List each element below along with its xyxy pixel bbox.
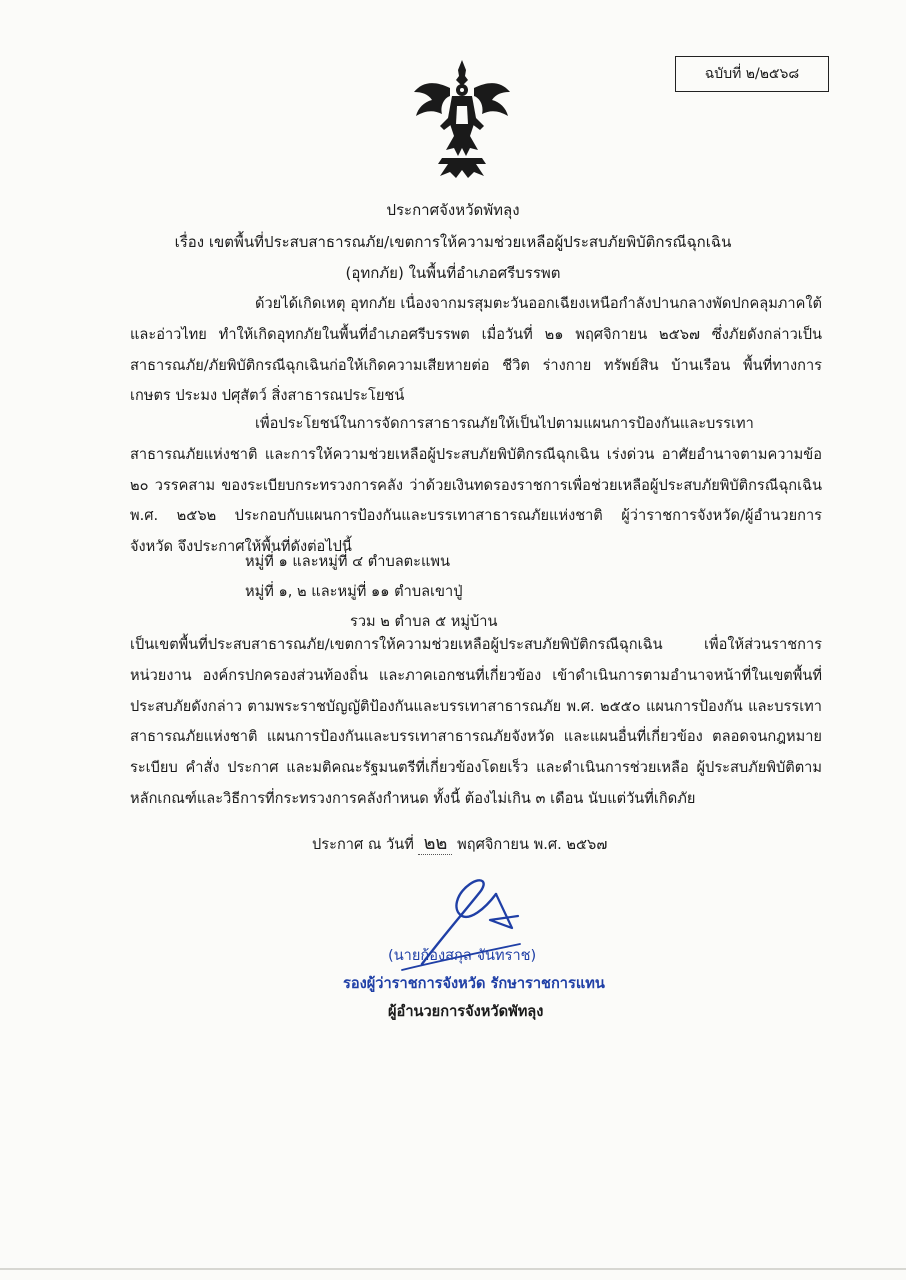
date-prefix: ประกาศ ณ วันที่ (312, 836, 414, 853)
announcement-date (312, 828, 607, 857)
date-suffix: พฤศจิกายน พ.ศ. ๒๕๖๗ (457, 836, 608, 853)
date-day-handwritten: ๒๒ (423, 833, 448, 854)
area-item: หมู่ที่ ๑, ๒ และหมู่ที่ ๑๑ ตำบลเขาปู่ (245, 583, 463, 600)
date-day (418, 828, 452, 857)
subject-line-1: เรื่อง เขตพื้นที่ประสบสาธารณภัย/เขตการให้ความช่วยเหลือผู้ประสบภัยพิบัติกรณีฉุกเฉิน (174, 233, 732, 251)
paragraph-authority-text: เพื่อประโยชน์ในการจัดการสาธารณภัยให้เป็นไปตามแผนการป้องกันและบรรเทาสาธารณภัยแห่งชาติ และการให้ความช่วยเหลือผู้ประสบภัยพิบัติกรณีฉุกเฉิน เร่งด่วน อาศัยอำนาจตามความข้อ ๒๐ วรรคสาม ของระเบียบกระทรวงการคลัง ว่าด้วยเงินทดรองราชการเพื่อช่วยเหลือผู้ประสบภัยพิบัติกรณีฉุกเฉิน พ.ศ. ๒๕๖๒ ประกอบกับแผนการป้องกันและบรรเทาสาธารณภัยแห่งชาติ ผู้ว่าราชการจังหวัด/ผู้อำนวยการจังหวัด จึงประกาศให้พื้นที่ดังต่อไปนี้ (130, 415, 822, 556)
paragraph-cause (130, 289, 822, 412)
garuda-emblem-icon (412, 58, 512, 180)
paragraph-declaration: เป็นเขตพื้นที่ประสบสาธารณภัย/เขตการให้ความช่วยเหลือผู้ประสบภัยพิบัติกรณีฉุกเฉิน เพื่อให้ส่วนราชการ หน่วยงาน องค์กรปกครองส่วนท้องถิ่น และภาคเอกชนที่เกี่ยวข้อง เข้าดำเนินการตามอำนาจหน้าที่ในเขตพื้นที่ ประสบภัยดังกล่าว ตามพระราชบัญญัติป้องกันและบรรเทาสาธารณภัย พ.ศ. ๒๕๕๐ แผนการป้องกัน และบรรเทาสาธารณภัยแห่งชาติ แผนการป้องกันและบรรเทาสาธารณภัยจังหวัด และแผนอื่นที่เกี่ยวข้อง ตลอดจนกฎหมาย ระเบียบ คำสั่ง ประกาศ และมติคณะรัฐมนตรีที่เกี่ยวข้องโดยเร็ว และดำเนินการช่วยเหลือ ผู้ประสบภัยพิบัติตามหลักเกณฑ์และวิธีการที่กระทรวงการคลังกำหนด ทั้งนี้ ต้องไม่เกิน ๓ เดือน นับแต่วันที่เกิดภัย (130, 636, 822, 807)
edition-box (675, 56, 829, 92)
paragraph-cause-text: ด้วยได้เกิดเหตุ อุทกภัย เนื่องจากมรสุมตะวันออกเฉียงเหนือกำลังปานกลางพัดปกคลุมภาคใต้ และอ่าวไทย ทำให้เกิดอุทกภัยในพื้นที่อำเภอศรีบรรพต เมื่อวันที่ ๒๑ พฤศจิกายน ๒๕๖๗ ซึ่งภัยดังกล่าวเป็นสาธารณภัย/ภัยพิบัติกรณีฉุกเฉินก่อให้เกิดความเสียหายต่อ ชีวิต ร่างกาย ทรัพย์สิน บ้านเรือน พื้นที่ทางการเกษตร ประมง ปศุสัตว์ สิ่งสาธารณประโยชน์ (130, 295, 822, 405)
signer-position-2: ผู้อำนวยการจังหวัดพัทลุง (388, 1003, 544, 1020)
subject-line-2: (อุทกภัย) ในพื้นที่อำเภอศรีบรรพต (345, 264, 561, 282)
issuer-title: ประกาศจังหวัดพัทลุง (386, 201, 520, 219)
signer-position-1: รองผู้ว่าราชการจังหวัด รักษาราชการแทน (343, 975, 605, 992)
area-total: รวม ๒ ตำบล ๕ หมู่บ้าน (350, 613, 498, 630)
area-item: หมู่ที่ ๑ และหมู่ที่ ๔ ตำบลตะแพน (245, 553, 450, 570)
paragraph-authority (130, 409, 822, 563)
signer-name: (นายก้องสกุล จันทราช) (388, 947, 537, 964)
edition-number: ฉบับที่ ๒/๒๕๖๘ (704, 66, 800, 82)
page-edge-divider (0, 1268, 906, 1270)
